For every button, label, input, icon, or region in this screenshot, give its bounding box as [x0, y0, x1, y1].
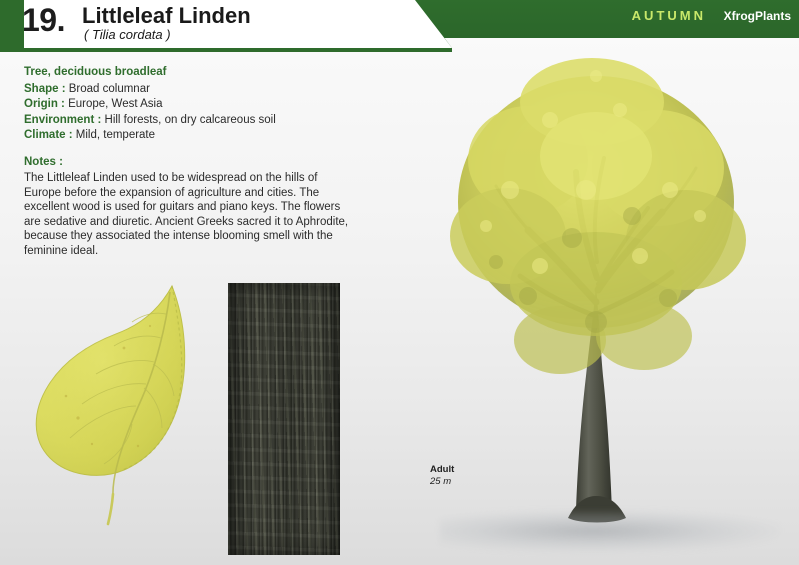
- info-value-environment: Hill forests, on dry calcareous soil: [101, 113, 276, 126]
- info-key-environment: Environment :: [24, 113, 102, 126]
- bark-swatch-image: [228, 283, 340, 555]
- notes-body: The Littleleaf Linden used to be widespread on the hills of Europe before the expansion of agriculture and cities. The excellent wood is used for guitars and piano keys. The flowers are sedative and diuretic. Ancient Greeks sacred it to Aphrodite, because they associated the intense blooming smell with the feminine ideal.: [24, 172, 349, 257]
- tree-scale-value: 25 m: [430, 476, 452, 487]
- tree-illustration: [400, 40, 799, 565]
- plant-info-list: [24, 65, 404, 144]
- info-row-environment: [24, 113, 404, 129]
- info-value-shape: Broad columnar: [65, 82, 150, 95]
- info-row-climate: [24, 128, 404, 144]
- tree-scale-label: Adult: [430, 464, 455, 475]
- info-row-shape: [24, 82, 404, 98]
- info-key-shape: Shape :: [24, 82, 66, 95]
- season-label: AUTUMN: [631, 8, 706, 23]
- info-key-origin: Origin :: [24, 98, 65, 110]
- page-title: Littleleaf Linden: [82, 3, 251, 28]
- info-row-origin: [24, 97, 404, 113]
- info-key-climate: Climate :: [24, 129, 73, 141]
- plate-number: 19.: [22, 2, 65, 38]
- tree-image: [400, 40, 799, 565]
- info-value-origin: Europe, West Asia: [64, 98, 163, 110]
- plant-type: Tree, deciduous broadleaf: [24, 66, 167, 78]
- brand-logo: XfrogPlants: [723, 9, 791, 23]
- tree-ground-shadow: [440, 510, 780, 552]
- leaf-illustration: [20, 278, 210, 528]
- header-number-block: [0, 0, 24, 48]
- notes-section: [24, 156, 354, 258]
- info-value-climate: Mild, temperate: [72, 129, 156, 141]
- latin-name: ( Tilia cordata ): [84, 27, 171, 42]
- notes-title: Notes :: [24, 156, 63, 168]
- leaf-image: [20, 278, 210, 528]
